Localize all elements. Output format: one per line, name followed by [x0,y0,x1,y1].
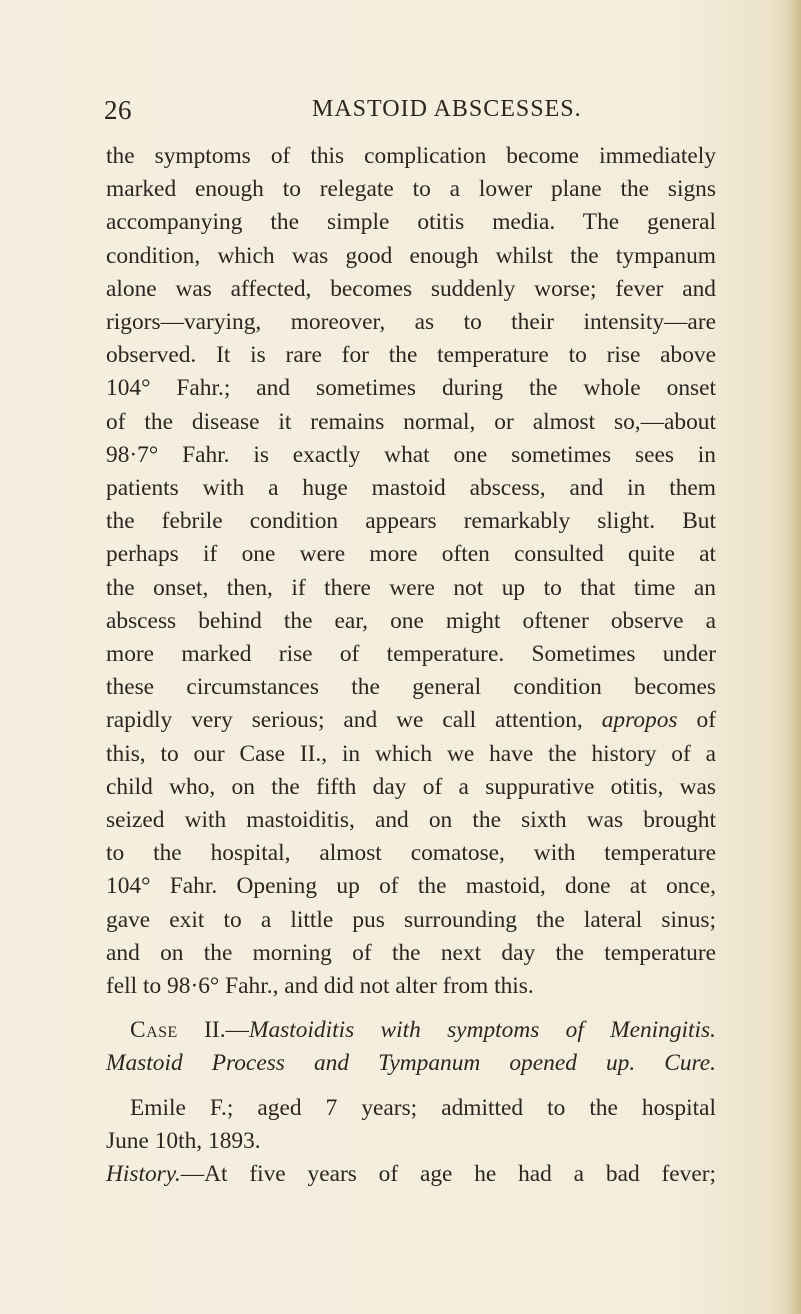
history-line [106,1158,716,1191]
text-line: the onset, then, if there were not up to that time an [106,574,716,601]
text-line: fell to 98·6° Fahr., and did not alter from this. [106,973,534,1000]
text-line: patients with a huge mastoid abscess, and in them [106,475,716,502]
text-line: marked enough to relegate to a lower plane the signs [106,176,716,203]
history-text: —At five years of age he had a bad fever; [180,1161,716,1188]
text-line: seized with mastoiditis, and on the sixth was brought [106,807,716,834]
text-line: abscess behind the ear, one might oftener observe a [106,607,716,634]
page-number: 26 [104,95,132,125]
case-number: II.— [204,1017,249,1044]
case-title-continued: Mastoid Process and Tympanum opened up. Cure. [106,1050,716,1077]
text-run: rapidly very serious; and we call attention, [106,707,583,734]
text-line: 104° Fahr.; and sometimes during the whole onset [106,375,716,402]
text-line: gave exit to a little pus surrounding the lateral sinus; [106,906,716,933]
text-line-mixed [106,704,716,737]
text-line: these circumstances the general condition becomes [106,674,716,701]
text-line: rigors—varying, moreover, as to their intensity—are [106,309,716,336]
text-line: condition, which was good enough whilst the tympanum [106,242,716,269]
history-label: History. [106,1161,181,1188]
text-line: child who, on the fifth day of a suppurative otitis, was [106,773,716,800]
text-line: Emile F.; aged 7 years; admitted to the hospital [130,1094,716,1121]
page-edge-shadow [787,0,801,1314]
paragraph-gap [106,1081,716,1092]
text-line: the symptoms of this complication become immediately [106,143,716,169]
text-run: of [696,707,716,734]
text-line: the febrile condition appears remarkably slight. But [106,508,716,535]
text-line: of the disease it remains normal, or almost so,—about [106,408,716,435]
body-text [106,140,716,1191]
case-details [106,1092,716,1192]
text-line: alone was affected, becomes suddenly worse; fever and [106,275,716,302]
paragraph-gap [106,1003,716,1014]
text-line: June 10th, 1893. [106,1127,261,1154]
text-line: to the hospital, almost comatose, with temperature [106,840,716,867]
running-head: MASTOID ABSCESSES. [312,96,582,122]
text-line: observed. It is rare for the temperature to rise above [106,342,716,369]
text-line: accompanying the simple otitis media. The general [106,209,716,236]
case-title: Mastoiditis with symptoms of Meningitis. [248,1017,716,1044]
case-heading-line [106,1047,716,1080]
text-line: 104° Fahr. Opening up of the mastoid, done at once, [106,873,716,900]
case-heading-line [106,1014,716,1047]
paragraph [106,140,716,1003]
text-line: and on the morning of the next day the temperature [106,939,716,966]
text-line: 98·7° Fahr. is exactly what one sometimes sees in [106,441,716,468]
text-line: perhaps if one were more often consulted quite at [106,541,716,568]
page-header [104,95,714,131]
text-line: more marked rise of temperature. Sometimes under [106,641,716,668]
case-heading [106,1014,716,1080]
text-line: this, to our Case II., in which we have the history of a [106,740,716,767]
italic-term: apropos [601,707,678,734]
case-label: Case [130,1017,178,1044]
